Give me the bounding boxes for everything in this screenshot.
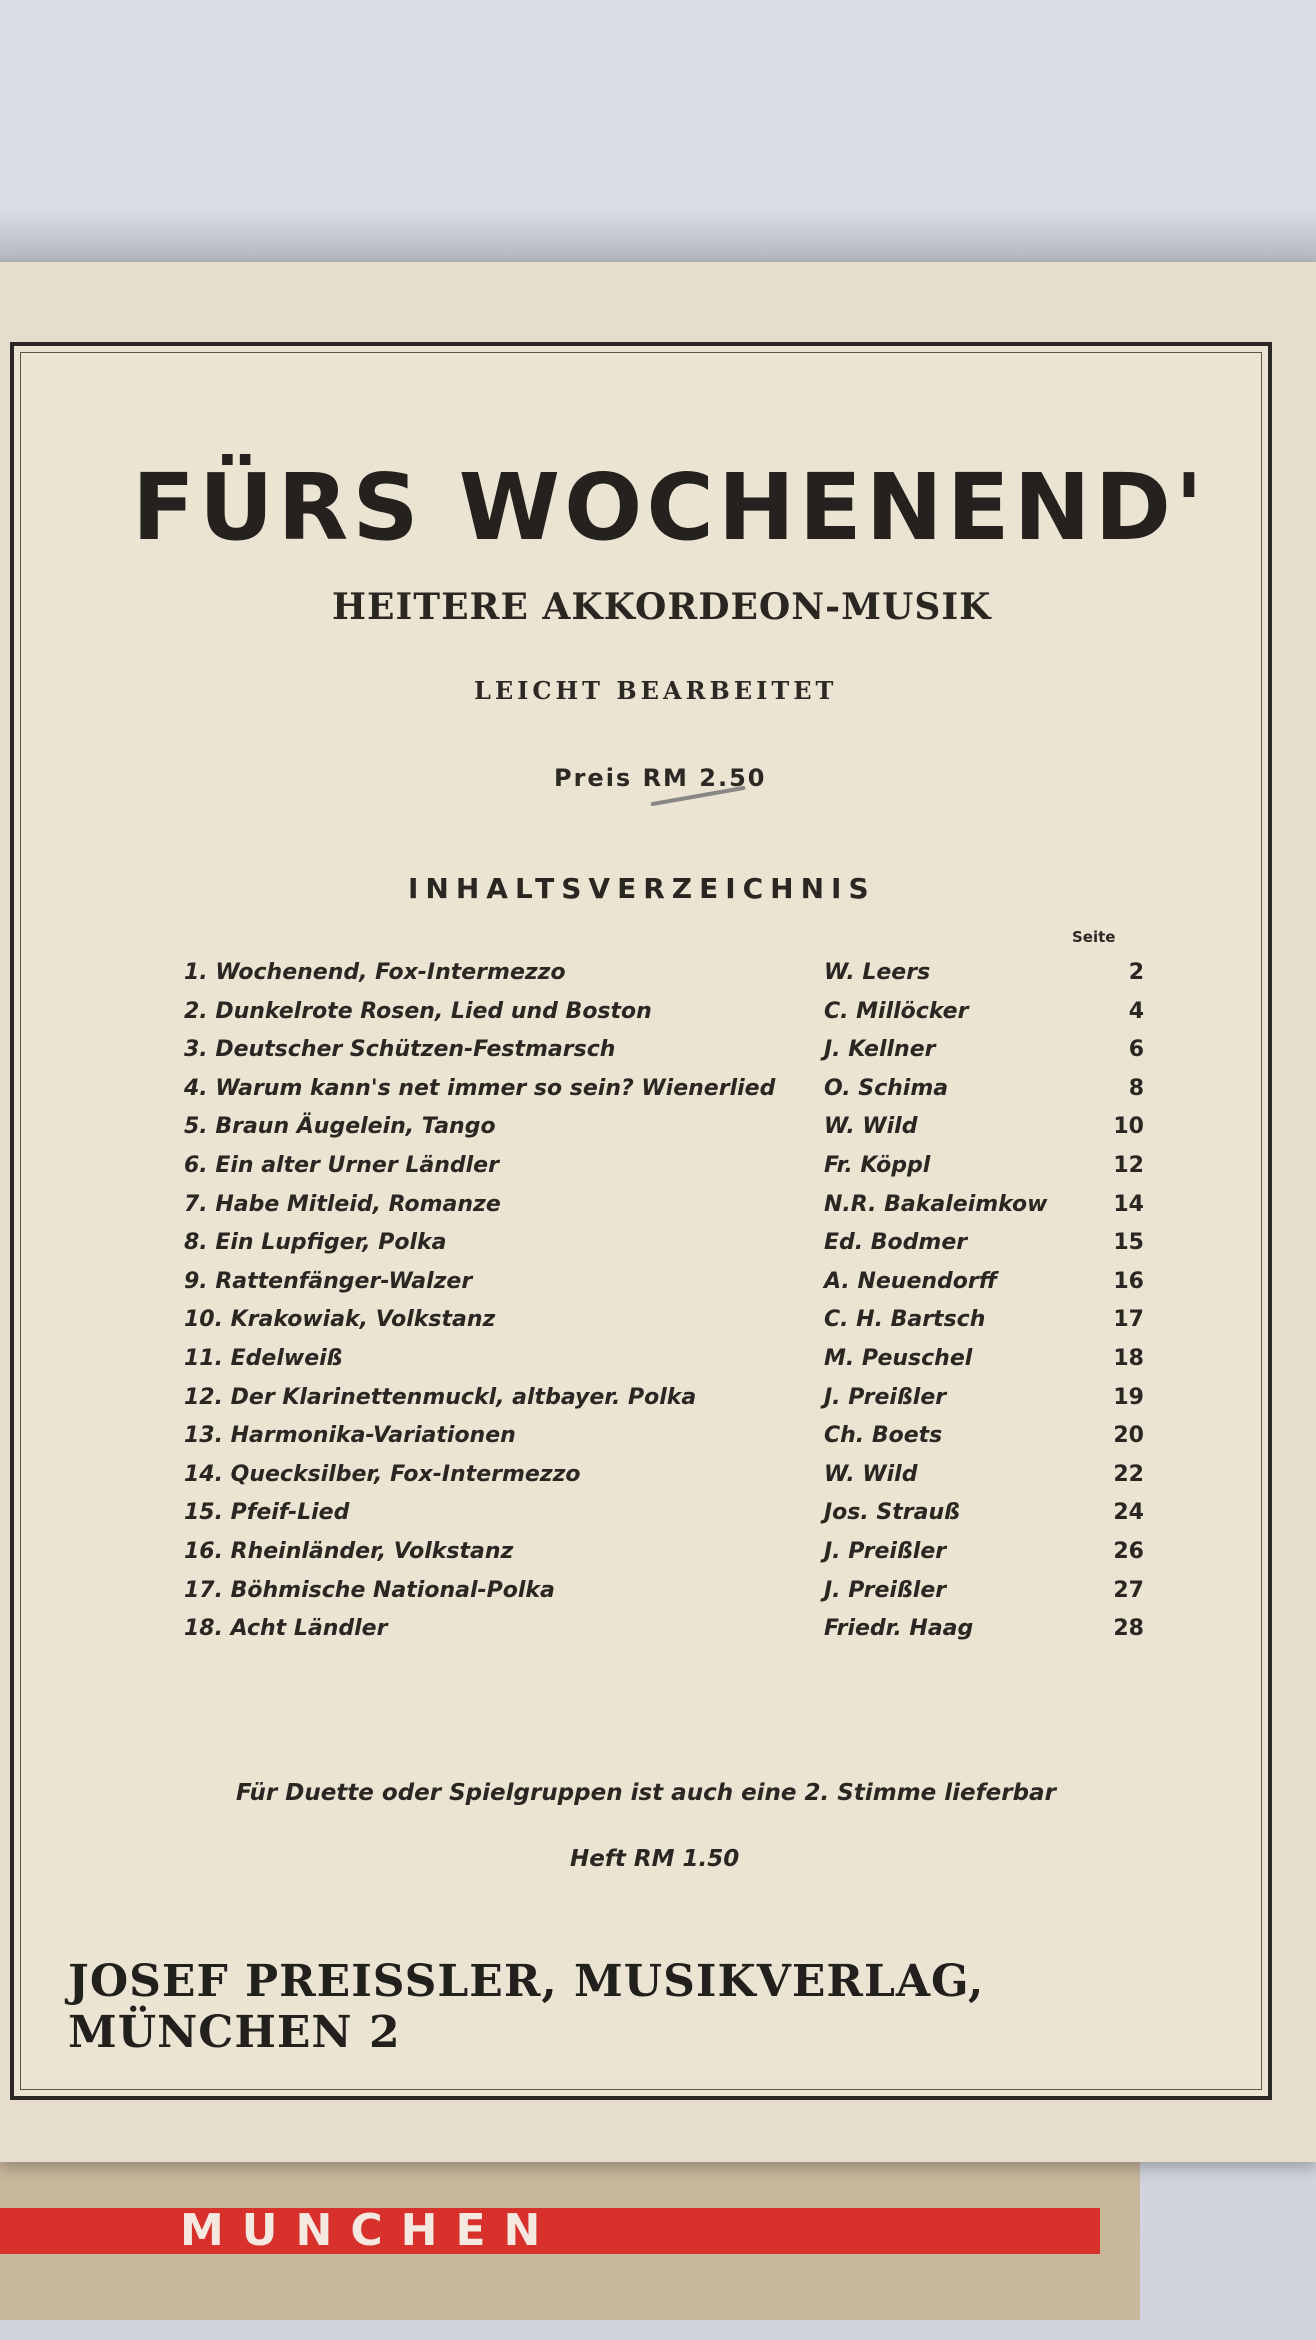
toc-entry-title: 2. Dunkelrote Rosen, Lied und Boston: [184, 998, 652, 1024]
toc-entry-page: 6: [1128, 1037, 1144, 1063]
page-column-label: Seite: [1072, 928, 1116, 946]
toc-entry-page: 20: [1113, 1423, 1144, 1449]
toc-entry-page: 14: [1113, 1191, 1144, 1217]
toc-entry-composer: J. Preißler: [824, 1384, 947, 1410]
table-of-contents: [14, 346, 1268, 2096]
duet-note: Für Duette oder Spielgruppen ist auch eine 2. Stimme lieferbar: [236, 1780, 1056, 1806]
toc-entry: [184, 1385, 1164, 1419]
toc-entry: [184, 1192, 1164, 1226]
toc-entry-page: 18: [1113, 1346, 1144, 1371]
toc-entry: [184, 1578, 1164, 1612]
toc-entry-composer: J. Preißler: [824, 1539, 947, 1564]
toc-entry-composer: A. Neuendorff: [824, 1268, 998, 1294]
toc-entry-page: 24: [1113, 1500, 1144, 1526]
toc-entry-page: 15: [1113, 1230, 1144, 1256]
toc-entry-title: 12. Der Klarinettenmuckl, altbayer. Polka: [184, 1384, 697, 1410]
toc-entry-page: 2: [1128, 960, 1144, 985]
toc-entry: [184, 999, 1164, 1033]
toc-entry-title: 1. Wochenend, Fox-Intermezzo: [184, 960, 566, 985]
toc-entry-page: 4: [1128, 998, 1144, 1024]
toc-entry-composer: C. H. Bartsch: [824, 1307, 986, 1333]
toc-entry: [184, 1423, 1164, 1457]
toc-entry-title: 8. Ein Lupfiger, Polka: [184, 1230, 447, 1256]
toc-entry-page: 10: [1113, 1114, 1144, 1140]
toc-entry: [184, 1616, 1164, 1650]
background-shadow: [0, 210, 1316, 270]
toc-entry: [184, 1153, 1164, 1187]
toc-entry-page: 27: [1113, 1577, 1144, 1603]
publisher-line: JOSEF PREISSLER, MUSIKVERLAG, MÜNCHEN 2: [68, 1956, 985, 2058]
toc-entry-page: 28: [1113, 1616, 1144, 1642]
toc-entry-composer: W. Wild: [824, 1461, 918, 1487]
toc-entry: [184, 1269, 1164, 1303]
price-label: Preis RM 2.50: [554, 764, 767, 792]
toc-entry-composer: C. Millöcker: [824, 998, 969, 1024]
toc-entry-page: 26: [1113, 1539, 1144, 1564]
toc-entry-title: 4. Warum kann's net immer so sein? Wienerlied: [184, 1075, 776, 1101]
toc-entry-title: 6. Ein alter Urner Ländler: [184, 1153, 499, 1178]
toc-entry-composer: Ch. Boets: [824, 1423, 943, 1449]
arrangement-note: LEICHT BEARBEITET: [474, 676, 838, 705]
toc-entry-page: 19: [1113, 1384, 1144, 1410]
toc-entry: [184, 960, 1164, 994]
toc-entry-title: 18. Acht Ländler: [184, 1616, 388, 1642]
toc-entry: [184, 1114, 1164, 1148]
toc-entry-composer: Friedr. Haag: [824, 1616, 974, 1642]
toc-entry-title: 17. Böhmische National-Polka: [184, 1577, 555, 1603]
toc-entry-title: 5. Braun Äugelein, Tango: [184, 1114, 496, 1140]
sheet-music-cover-page: [0, 262, 1316, 2162]
toc-entry-composer: Jos. Strauß: [824, 1500, 960, 1526]
toc-entry-title: 7. Habe Mitleid, Romanze: [184, 1191, 501, 1217]
heft-price: Heft RM 1.50: [570, 1846, 740, 1872]
toc-entry: [184, 1037, 1164, 1071]
toc-entry-title: 14. Quecksilber, Fox-Intermezzo: [184, 1461, 581, 1487]
page-title: FÜRS WOCHENEND': [132, 454, 1208, 561]
toc-entry-composer: J. Kellner: [824, 1037, 936, 1063]
toc-entry-composer: J. Preißler: [824, 1577, 947, 1603]
toc-entry-title: 15. Pfeif-Lied: [184, 1500, 350, 1526]
toc-entry-title: 10. Krakowiak, Volkstanz: [184, 1307, 496, 1333]
toc-entry-title: 13. Harmonika-Variationen: [184, 1423, 516, 1449]
toc-entry: [184, 1076, 1164, 1110]
toc-entry-page: 22: [1113, 1461, 1144, 1487]
toc-entry-page: 17: [1113, 1307, 1144, 1333]
toc-entry-composer: M. Peuschel: [824, 1346, 973, 1371]
toc-entry-title: 9. Rattenfänger-Walzer: [184, 1268, 473, 1294]
toc-entry-page: 8: [1128, 1075, 1144, 1101]
page-frame: [10, 342, 1272, 2100]
subtitle: HEITERE AKKORDEON-MUSIK: [332, 586, 992, 628]
toc-entry: [184, 1346, 1164, 1380]
toc-entry: [184, 1539, 1164, 1573]
red-band-cover: [0, 2208, 1100, 2254]
toc-entry-page: 16: [1113, 1268, 1144, 1294]
toc-entry: [184, 1230, 1164, 1264]
toc-entry-composer: W. Leers: [824, 960, 931, 985]
toc-entry-page: 12: [1113, 1153, 1144, 1178]
toc-entry: [184, 1307, 1164, 1341]
toc-entry-composer: N.R. Bakaleimkow: [824, 1191, 1048, 1217]
toc-entry-title: 3. Deutscher Schützen-Festmarsch: [184, 1037, 616, 1063]
toc-entry-title: 11. Edelweiß: [184, 1346, 343, 1371]
red-band-text: MUNCHEN: [180, 2208, 559, 2254]
toc-entry: [184, 1500, 1164, 1534]
toc-entry-composer: O. Schima: [824, 1075, 949, 1101]
toc-entry-composer: W. Wild: [824, 1114, 918, 1140]
toc-entry-composer: Ed. Bodmer: [824, 1230, 968, 1256]
toc-entry-title: 16. Rheinländer, Volkstanz: [184, 1539, 514, 1564]
toc-heading: INHALTSVERZEICHNIS: [408, 872, 876, 905]
toc-entry: [184, 1462, 1164, 1496]
toc-entry-composer: Fr. Köppl: [824, 1153, 931, 1178]
